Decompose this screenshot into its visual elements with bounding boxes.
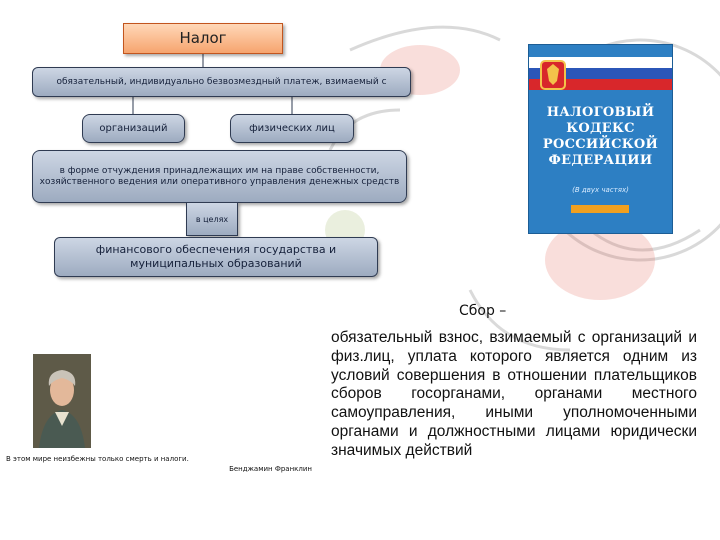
tax-title-box xyxy=(123,23,283,54)
payer-individuals-box xyxy=(230,114,354,143)
franklin-portrait xyxy=(33,354,91,448)
payment-form-text: в форме отчуждения принадлежащих им на праве собственности, хозяйственного ведения или оперативного управления денежных средств xyxy=(39,165,400,187)
tax-definition: обязательный, индивидуально безвозмездный платеж, взимаемый с xyxy=(56,76,387,87)
franklin-quote xyxy=(6,454,316,474)
book-badge xyxy=(571,205,629,213)
tax-code-book-image xyxy=(528,44,673,234)
book-title: НАЛОГОВЫЙ КОДЕКС РОССИЙСКОЙ ФЕДЕРАЦИИ xyxy=(542,105,659,168)
purpose-connector-box xyxy=(186,202,238,236)
coat-of-arms-icon xyxy=(539,59,567,91)
payment-form-box xyxy=(32,150,407,203)
quote-text: В этом мире неизбежны только смерть и налоги. xyxy=(6,455,189,463)
payer-individuals: физических лиц xyxy=(249,123,335,134)
fee-title: Сбор – xyxy=(459,303,507,319)
payer-organizations-box xyxy=(82,114,185,143)
tax-definition-box xyxy=(32,67,411,97)
purpose-connector-text: в целях xyxy=(195,214,229,224)
tax-title: Налог xyxy=(179,29,227,47)
purpose-box xyxy=(54,237,378,277)
fee-definition: обязательный взнос, взимаемый с организаций и физ.лиц, уплата которого является одним из условий совершения в отношении плательщиков сборов госорганами, органами местного самоуправления, иными уполномоченными органами и должностными лицами юридически значимых действий xyxy=(331,329,697,459)
book-subtitle: (В двух частях) xyxy=(572,186,629,194)
purpose-text: финансового обеспечения государства и муниципальных образований xyxy=(95,243,337,270)
payer-organizations: организаций xyxy=(99,123,168,134)
quote-author: Бенджамин Франклин xyxy=(229,465,312,473)
